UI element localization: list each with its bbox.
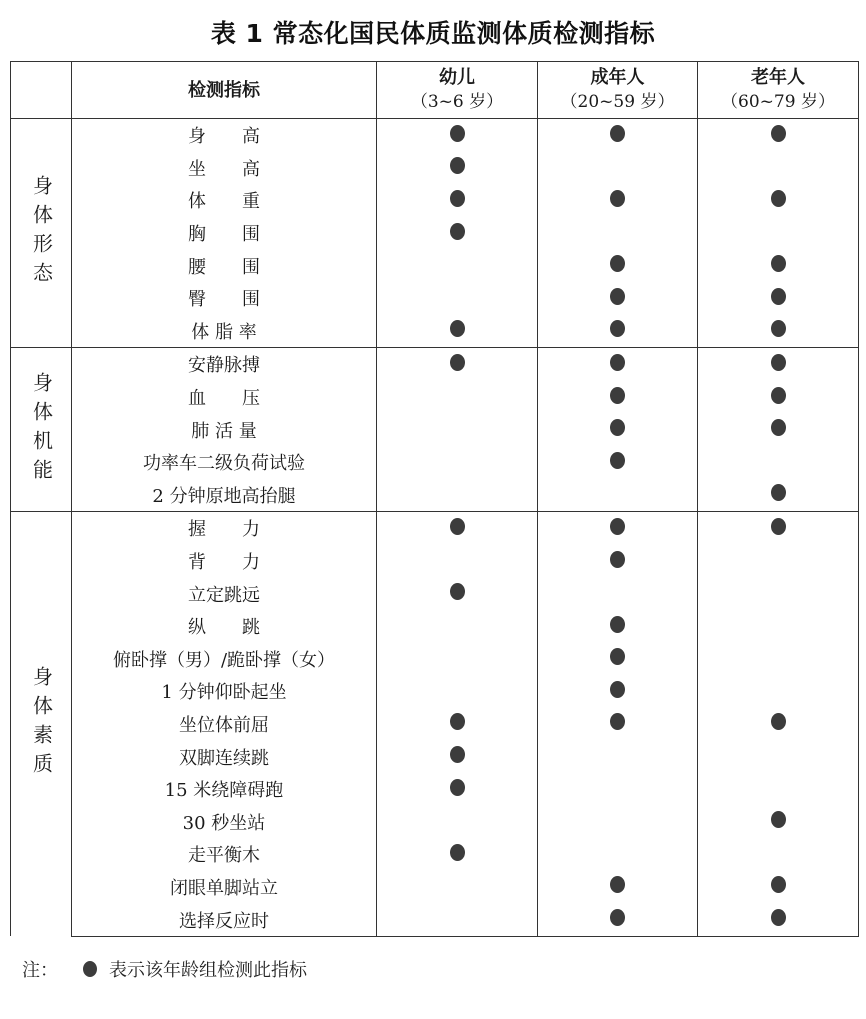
filled-circle-icon <box>771 354 786 371</box>
header-row <box>11 62 859 119</box>
indicator-label: 功率车二级负荷试验 <box>72 446 377 479</box>
group-range: （20~59 岁） <box>560 92 675 112</box>
filled-circle-icon <box>610 648 625 665</box>
filled-circle-icon <box>771 811 786 828</box>
indicator-label: 握 力 <box>72 512 377 545</box>
table-row <box>11 249 859 282</box>
note-text: 表示该年龄组检测此指标 <box>109 960 307 981</box>
table-row <box>11 446 859 479</box>
filled-circle-icon <box>610 354 625 371</box>
mark-cell <box>538 577 698 610</box>
mark-cell <box>538 152 698 185</box>
mark-cell <box>538 446 698 479</box>
filled-circle-icon <box>610 616 625 633</box>
mark-cell <box>377 871 538 904</box>
mark-cell <box>377 545 538 578</box>
filled-circle-icon <box>610 681 625 698</box>
section-1 <box>11 348 859 512</box>
indicator-label: 血 压 <box>72 381 377 414</box>
indicator-label: 背 力 <box>72 545 377 578</box>
mark-cell <box>377 282 538 315</box>
mark-cell <box>698 479 859 512</box>
indicator-label: 坐 高 <box>72 152 377 185</box>
mark-cell <box>377 249 538 282</box>
mark-cell <box>698 773 859 806</box>
mark-cell <box>698 249 859 282</box>
filled-circle-icon <box>450 583 465 600</box>
mark-cell <box>377 838 538 871</box>
mark-cell <box>377 805 538 838</box>
filled-circle-icon <box>771 320 786 337</box>
table-row <box>11 740 859 773</box>
mark-cell <box>377 708 538 741</box>
header-category-cell <box>11 62 72 119</box>
filled-circle-icon <box>450 746 465 763</box>
filled-circle-icon <box>771 909 786 926</box>
filled-circle-icon <box>450 190 465 207</box>
mark-cell <box>698 381 859 414</box>
indicator-label: 胸 围 <box>72 217 377 250</box>
mark-cell <box>698 315 859 348</box>
mark-cell <box>538 773 698 806</box>
indicator-table <box>10 61 859 937</box>
category-label: 身体形态 <box>29 175 54 292</box>
mark-cell <box>377 446 538 479</box>
mark-cell <box>538 675 698 708</box>
table-row <box>11 903 859 936</box>
mark-cell <box>377 675 538 708</box>
mark-cell <box>698 152 859 185</box>
filled-circle-icon <box>450 125 465 142</box>
filled-circle-icon <box>610 255 625 272</box>
indicator-label: 安静脉搏 <box>72 348 377 381</box>
indicator-label: 体 脂 率 <box>72 315 377 348</box>
mark-cell <box>698 708 859 741</box>
filled-circle-icon <box>450 713 465 730</box>
indicator-label: 15 米绕障碍跑 <box>72 773 377 806</box>
table-row <box>11 413 859 446</box>
table-row <box>11 675 859 708</box>
header-indicator: 检测指标 <box>72 62 377 119</box>
indicator-label: 30 秒坐站 <box>72 805 377 838</box>
filled-circle-icon <box>610 125 625 142</box>
group-range: （60~79 岁） <box>721 92 835 112</box>
table-row <box>11 871 859 904</box>
section-0 <box>11 119 859 348</box>
header-group-adult <box>538 62 698 119</box>
mark-cell <box>698 512 859 545</box>
filled-circle-icon <box>771 419 786 436</box>
table-row <box>11 315 859 348</box>
table-row <box>11 512 859 545</box>
category-label: 身体素质 <box>29 666 54 783</box>
mark-cell <box>698 903 859 936</box>
filled-circle-icon <box>610 909 625 926</box>
note-prefix: 注： <box>22 960 58 981</box>
mark-cell <box>538 740 698 773</box>
group-name: 幼儿 <box>439 67 475 88</box>
filled-circle-icon <box>450 320 465 337</box>
mark-cell <box>698 871 859 904</box>
mark-cell <box>698 184 859 217</box>
filled-circle-icon <box>610 387 625 404</box>
filled-circle-icon <box>450 157 465 174</box>
mark-cell <box>377 479 538 512</box>
category-cell <box>11 348 72 512</box>
mark-cell <box>538 413 698 446</box>
mark-cell <box>538 381 698 414</box>
indicator-label: 双脚连续跳 <box>72 740 377 773</box>
indicator-label: 走平衡木 <box>72 838 377 871</box>
mark-cell <box>538 119 698 152</box>
mark-cell <box>698 643 859 676</box>
mark-cell <box>377 315 538 348</box>
filled-circle-icon <box>450 223 465 240</box>
mark-cell <box>698 217 859 250</box>
mark-cell <box>538 217 698 250</box>
filled-circle-icon <box>610 518 625 535</box>
filled-circle-icon <box>771 876 786 893</box>
table-row <box>11 152 859 185</box>
group-range: （3~6 岁） <box>410 92 504 112</box>
indicator-label: 选择反应时 <box>72 903 377 936</box>
mark-cell <box>698 119 859 152</box>
filled-circle-icon <box>771 288 786 305</box>
mark-cell <box>377 217 538 250</box>
indicator-label: 2 分钟原地高抬腿 <box>72 479 377 512</box>
filled-circle-icon <box>450 779 465 796</box>
table-row <box>11 348 859 381</box>
table-row <box>11 643 859 676</box>
indicator-label: 肺 活 量 <box>72 413 377 446</box>
indicator-label: 身 高 <box>72 119 377 152</box>
table-row <box>11 479 859 512</box>
mark-cell <box>377 184 538 217</box>
table-row <box>11 838 859 871</box>
indicator-label: 纵 跳 <box>72 610 377 643</box>
filled-circle-icon <box>450 518 465 535</box>
indicator-label: 坐位体前屈 <box>72 708 377 741</box>
mark-cell <box>377 903 538 936</box>
filled-circle-icon <box>610 551 625 568</box>
indicator-label: 1 分钟仰卧起坐 <box>72 675 377 708</box>
table-row <box>11 282 859 315</box>
filled-circle-icon <box>771 255 786 272</box>
filled-circle-icon <box>771 484 786 501</box>
header-group-elderly <box>698 62 859 119</box>
group-name: 老年人 <box>751 67 805 88</box>
mark-cell <box>538 610 698 643</box>
mark-cell <box>698 838 859 871</box>
filled-circle-icon <box>771 713 786 730</box>
mark-cell <box>538 479 698 512</box>
mark-cell <box>377 413 538 446</box>
indicator-label: 立定跳远 <box>72 577 377 610</box>
mark-cell <box>698 610 859 643</box>
filled-circle-icon <box>610 190 625 207</box>
mark-cell <box>698 348 859 381</box>
filled-circle-icon <box>610 288 625 305</box>
mark-cell <box>538 249 698 282</box>
table-row <box>11 577 859 610</box>
table-title: 表 1 常态化国民体质监测体质检测指标 <box>210 19 656 48</box>
mark-cell <box>698 805 859 838</box>
table-note <box>22 956 307 982</box>
mark-cell <box>377 577 538 610</box>
mark-cell <box>538 643 698 676</box>
mark-cell <box>698 545 859 578</box>
mark-cell <box>538 838 698 871</box>
filled-circle-icon <box>771 518 786 535</box>
mark-cell <box>698 282 859 315</box>
section-2 <box>11 512 859 937</box>
table-row <box>11 184 859 217</box>
mark-cell <box>377 119 538 152</box>
indicator-label: 体 重 <box>72 184 377 217</box>
mark-cell <box>698 740 859 773</box>
header-group-child <box>377 62 538 119</box>
filled-circle-icon <box>610 452 625 469</box>
indicator-label: 腰 围 <box>72 249 377 282</box>
mark-cell <box>538 184 698 217</box>
mark-cell <box>538 903 698 936</box>
mark-cell <box>538 805 698 838</box>
mark-cell <box>538 545 698 578</box>
mark-cell <box>377 740 538 773</box>
table-row <box>11 545 859 578</box>
mark-cell <box>377 610 538 643</box>
mark-cell <box>377 773 538 806</box>
mark-cell <box>377 348 538 381</box>
filled-circle-icon <box>450 844 465 861</box>
mark-cell <box>538 871 698 904</box>
mark-cell <box>538 315 698 348</box>
mark-cell <box>377 152 538 185</box>
mark-cell <box>538 282 698 315</box>
filled-circle-icon <box>610 320 625 337</box>
mark-cell <box>538 512 698 545</box>
category-cell <box>11 512 72 937</box>
filled-circle-icon <box>450 354 465 371</box>
mark-cell <box>698 577 859 610</box>
mark-cell <box>698 413 859 446</box>
table-row <box>11 381 859 414</box>
mark-cell <box>698 446 859 479</box>
indicator-label: 闭眼单脚站立 <box>72 871 377 904</box>
filled-circle-icon <box>610 876 625 893</box>
group-name: 成年人 <box>590 67 645 88</box>
indicator-label: 臀 围 <box>72 282 377 315</box>
table-row <box>11 610 859 643</box>
filled-circle-icon <box>771 190 786 207</box>
mark-cell <box>377 643 538 676</box>
table-row <box>11 119 859 152</box>
category-label: 身体机能 <box>29 371 54 488</box>
filled-circle-icon <box>83 961 97 977</box>
filled-circle-icon <box>771 125 786 142</box>
table-row <box>11 708 859 741</box>
indicator-label: 俯卧撑（男）/跪卧撑（女） <box>72 643 377 676</box>
table-row <box>11 773 859 806</box>
filled-circle-icon <box>610 419 625 436</box>
category-cell <box>11 119 72 348</box>
mark-cell <box>377 512 538 545</box>
filled-circle-icon <box>771 387 786 404</box>
table-row <box>11 217 859 250</box>
table-row <box>11 805 859 838</box>
mark-cell <box>377 381 538 414</box>
mark-cell <box>538 708 698 741</box>
mark-cell <box>698 675 859 708</box>
mark-cell <box>538 348 698 381</box>
filled-circle-icon <box>610 713 625 730</box>
